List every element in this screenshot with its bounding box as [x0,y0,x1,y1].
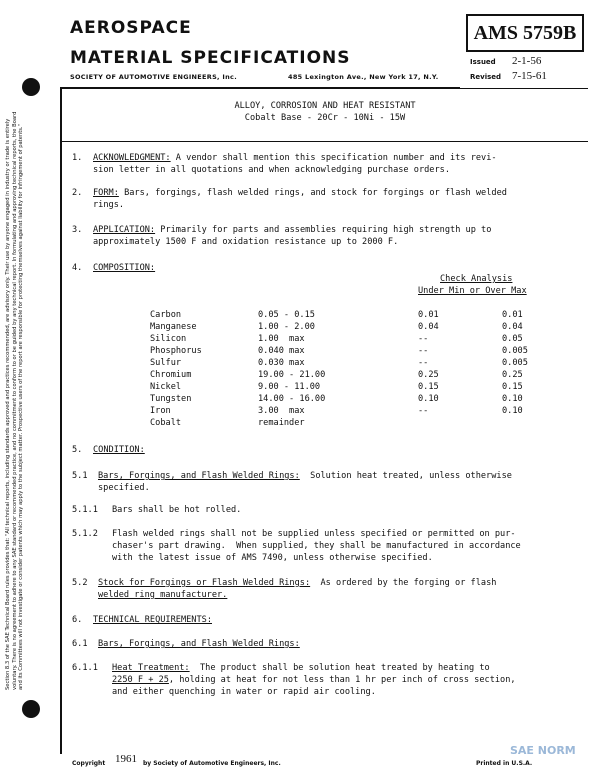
issued-label: Issued [470,58,496,66]
revised-label: Revised [470,73,502,81]
s2-paragraph [93,187,507,199]
s2-heading: FORM: [93,188,119,198]
footer-by: by Society of Automotive Engineers, Inc. [143,760,281,767]
composition-range: 1.00 max [258,334,305,344]
composition-under-min: 0.10 [418,394,439,404]
composition-range: remainder [258,418,305,428]
s1-number: 1. [72,153,83,163]
s611-line2-wrap [112,674,516,686]
s611-heading: Heat Treatment: [112,663,190,673]
composition-under-min: -- [418,334,429,344]
s512-number: 5.1.2 [72,529,98,539]
s3-heading: APPLICATION: [93,225,156,235]
composition-over-max: 0.15 [502,382,523,392]
s4-number: 4. [72,263,83,273]
check-analysis-heading: Check Analysis [440,274,513,284]
header-society: SOCIETY OF AUTOMOTIVE ENGINEERS, Inc. [70,73,237,81]
s611-line1: The product shall be solution heat treated by heating to [199,663,490,673]
s512-line2: chaser's part drawing. When supplied, they shall be manufactured in accordance [112,541,521,551]
composition-element: Carbon [150,310,182,320]
composition-element: Cobalt [150,418,182,428]
issued-date: 2-1-56 [512,55,542,67]
s611-line3: and either quenching in water or rapid air cooling. [112,687,376,697]
composition-row [150,345,570,357]
composition-element: Iron [150,406,171,416]
s52-line2: welded ring manufacturer. [98,590,228,600]
s51-line1: Solution heat treated, unless otherwise [310,471,512,481]
composition-under-min: 0.04 [418,322,439,332]
composition-element: Silicon [150,334,187,344]
composition-row [150,393,570,405]
s511-number: 5.1.1 [72,505,98,515]
composition-under-min: -- [418,406,429,416]
composition-table [150,309,570,429]
header-aerospace: AEROSPACE [70,18,192,38]
composition-element: Nickel [150,382,182,392]
composition-range: 14.00 - 16.00 [258,394,326,404]
composition-row [150,357,570,369]
composition-element: Phosphorus [150,346,202,356]
composition-under-min: -- [418,346,429,356]
composition-over-max: 0.05 [502,334,523,344]
composition-row [150,369,570,381]
composition-range: 0.05 - 0.15 [258,310,315,320]
watermark-sae-norm: SAE NORM [510,744,576,757]
composition-under-min: 0.25 [418,370,439,380]
composition-element: Sulfur [150,358,182,368]
footer-copyright-label: Copyright [72,760,106,767]
composition-range: 9.00 - 11.00 [258,382,321,392]
s3-number: 3. [72,225,83,235]
header-rule [60,87,460,89]
s51-heading: Bars, Forgings, and Flash Welded Rings: [98,471,300,481]
s61-heading: Bars, Forgings, and Flash Welded Rings: [98,639,300,649]
composition-range: 3.00 max [258,406,305,416]
title-divider [60,141,588,142]
s511-line1: Bars shall be hot rolled. [112,505,242,515]
composition-over-max: 0.005 [502,358,528,368]
s4-heading: COMPOSITION: [93,263,156,273]
composition-row [150,405,570,417]
s5-heading: CONDITION: [93,445,145,455]
composition-under-min: 0.01 [418,310,439,320]
composition-over-max: 0.01 [502,310,523,320]
s6-heading: TECHNICAL REQUIREMENTS: [93,615,212,625]
punch-hole-top [22,78,40,96]
footer-year: 1961 [115,753,137,765]
composition-row [150,333,570,345]
revised-date: 7-15-61 [512,70,547,82]
spec-title-line2: Cobalt Base - 20Cr - 10Ni - 15W [244,113,406,123]
composition-under-min: -- [418,358,429,368]
s611-paragraph [112,662,490,674]
s6-number: 6. [72,615,83,625]
s3-line2: approximately 1500 F and oxidation resistance up to 2000 F. [93,237,399,247]
s51-paragraph [98,470,512,482]
header-address: 485 Lexington Ave., New York 17, N.Y. [288,73,439,81]
composition-element: Chromium [150,370,192,380]
composition-range: 0.030 max [258,358,305,368]
composition-range: 19.00 - 21.00 [258,370,326,380]
s611-number: 6.1.1 [72,663,98,673]
footer-printed: Printed in U.S.A. [476,760,533,767]
s1-heading: ACKNOWLEDGMENT: [93,153,171,163]
s52-number: 5.2 [72,578,88,588]
s2-number: 2. [72,188,83,198]
s512-line3: with the latest issue of AMS 7490, unless otherwise specified. [112,553,433,563]
spec-title-line1: ALLOY, CORROSION AND HEAT RESISTANT [234,101,416,111]
composition-under-min: 0.15 [418,382,439,392]
s61-number: 6.1 [72,639,88,649]
composition-range: 0.040 max [258,346,305,356]
composition-over-max: 0.005 [502,346,528,356]
composition-over-max: 0.04 [502,322,523,332]
check-analysis-subheading: Under Min or Over Max [418,286,527,296]
s51-line2: specified. [98,483,150,493]
header-right-rule [460,88,588,89]
s5-number: 5. [72,445,83,455]
left-frame-line [60,88,62,754]
s512-line1: Flash welded rings shall not be supplied unless specified or permitted on pur- [112,529,516,539]
composition-over-max: 0.25 [502,370,523,380]
s52-line1: As ordered by the forging or flash [320,578,497,588]
composition-over-max: 0.10 [502,394,523,404]
s3-line1: Primarily for parts and assemblies requiring high strength up to [160,225,492,235]
s51-number: 5.1 [72,471,88,481]
s3-paragraph [93,224,491,236]
composition-element: Manganese [150,322,197,332]
ams-number-box [466,14,584,52]
s611-line2: , holding at heat for not less than 1 hr per inch of cross section, [168,675,516,685]
header-material-specifications: MATERIAL SPECIFICATIONS [70,48,351,68]
composition-element: Tungsten [150,394,192,404]
composition-row [150,417,570,429]
s52-heading: Stock for Forgings or Flash Welded Rings: [98,578,311,588]
composition-row [150,381,570,393]
s2-line1: Bars, forgings, flash welded rings, and stock for forgings or flash welded [124,188,507,198]
composition-row [150,309,570,321]
composition-over-max: 0.10 [502,406,523,416]
composition-range: 1.00 - 2.00 [258,322,315,332]
s611-temperature: 2250 F + 25 [112,675,169,685]
composition-row [150,321,570,333]
s1-line1: A vendor shall mention this specification number and its revi- [175,153,497,163]
s52-paragraph [98,577,496,589]
ams-number: AMS 5759B [473,22,577,44]
side-disclaimer: Section 8.3 of the SAE Technical Board rules provides that: "All technical reports, including standards approved and practices recommended, are advisory only. Their use by anyone engaged in industry or trade is entirely voluntary. There is no agreement to adhere to any SAE standard or recommended practice, and no commitment to conform to or be guided by any technical report. In formulating and approving technical reports, the Board and its Committees will not investigate or consider patents which may apply to the subject matter. Prospective users of the report are responsible for protecting themselves against liability for infringement of patents." [5,111,25,690]
s2-line2: rings. [93,200,125,210]
s1-line2: sion letter in all quotations and when acknowledging purchase orders. [93,165,450,175]
s1-paragraph [93,152,497,164]
